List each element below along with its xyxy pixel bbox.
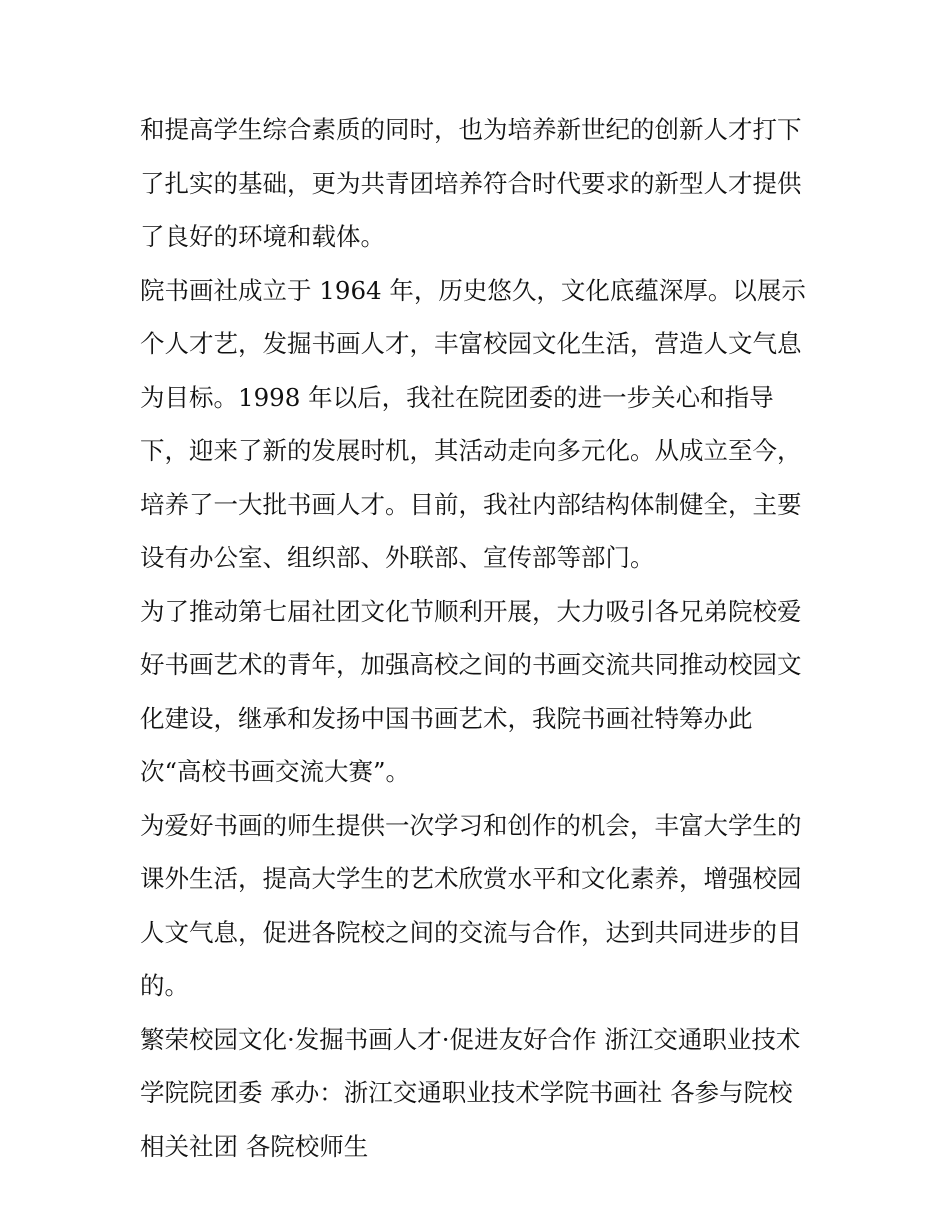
text-line: 的。 <box>140 971 189 1000</box>
text-line: 人文气息，促进各院校之间的交流与合作，达到共同进步的目 <box>140 917 802 947</box>
text-line: 好书画艺术的青年，加强高校之间的书画交流共同推动校园文 <box>140 650 802 679</box>
text-line: 为了推动第七届社团文化节顺利开展，大力吸引各兄弟院校爱 <box>140 596 802 626</box>
text-line: 为目标。1998 年以后，我社在院团委的进一步关心和指导 <box>140 382 774 412</box>
text-line: 培养了一大批书画人才。目前，我社内部结构体制健全，主要 <box>140 489 802 519</box>
text-line: 相关社团 各院校师生 <box>140 1131 369 1161</box>
text-line: 次“高校书画交流大赛”。 <box>140 757 411 786</box>
text-line: 为爱好书画的师生提供一次学习和创作的机会，丰富大学生的 <box>140 810 802 840</box>
text-line: 院书画社成立于 1964 年，历史悠久，文化底蕴深厚。以展示 <box>140 275 806 305</box>
text-line: 化建设，继承和发扬中国书画艺术，我院书画社特筹办此 <box>140 703 753 733</box>
text-line: 了良好的环境和载体。 <box>140 222 385 251</box>
text-line: 下，迎来了新的发展时机，其活动走向多元化。从成立至今， <box>140 436 802 465</box>
text-line: 个人才艺，发掘书画人才，丰富校园文化生活，营造人文气息 <box>140 329 802 358</box>
text-line: 繁荣校园文化·发掘书画人才·促进友好合作 浙江交通职业技术 <box>140 1024 801 1054</box>
text-line: 学院院团委 承办：浙江交通职业技术学院书画社 各参与院校 <box>140 1078 793 1107</box>
text-line: 和提高学生综合素质的同时，也为培养新世纪的创新人才打下 <box>140 115 802 144</box>
text-line: 课外生活，提高大学生的艺术欣赏水平和文化素养，增强校园 <box>140 864 802 893</box>
text-line: 设有办公室、组织部、外联部、宣传部等部门。 <box>140 543 655 572</box>
document-body <box>140 103 820 1173</box>
text-line: 了扎实的基础，更为共青团培养符合时代要求的新型人才提供 <box>140 168 802 198</box>
